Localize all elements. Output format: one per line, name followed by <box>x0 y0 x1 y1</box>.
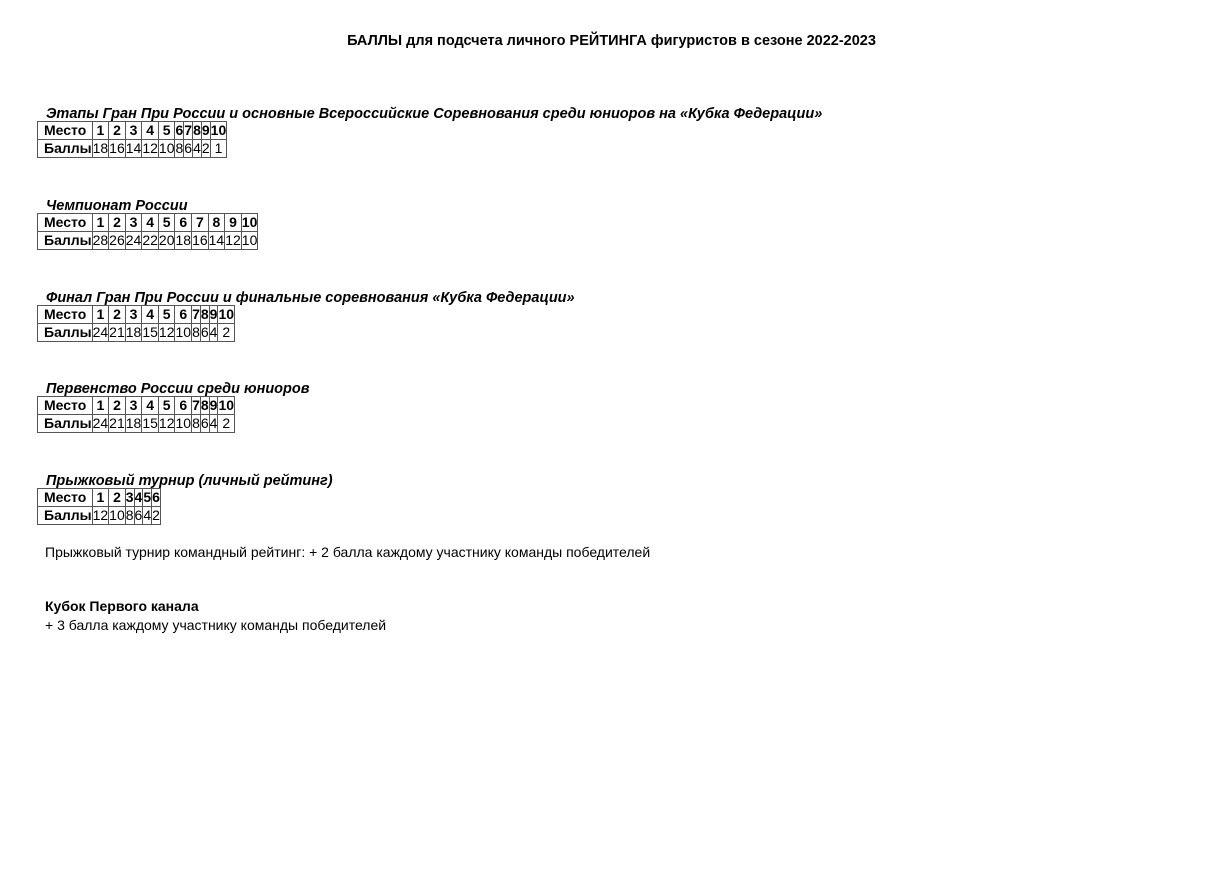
place-cell: 1 <box>92 306 109 324</box>
place-cell: 7 <box>184 122 193 138</box>
place-cell: 2 <box>109 397 126 415</box>
points-cell: 12 <box>225 232 241 248</box>
place-cell: 4 <box>142 214 159 232</box>
points-cell: 21 <box>109 324 125 340</box>
points-cell: 2 <box>218 415 235 433</box>
points-row <box>38 507 161 525</box>
points-cell: 14 <box>125 140 142 156</box>
points-cell: 18 <box>125 415 142 431</box>
points-cell: 16 <box>192 232 208 248</box>
place-row <box>38 122 227 140</box>
points-cell: 6 <box>184 140 193 156</box>
points-row <box>38 415 235 433</box>
points-cell: 12 <box>158 415 175 431</box>
place-cell: 6 <box>175 397 192 415</box>
points-row <box>38 324 235 342</box>
points-cell: 28 <box>92 232 109 248</box>
place-row <box>38 306 235 324</box>
place-cell: 6 <box>175 306 192 324</box>
points-cell: 8 <box>125 507 134 523</box>
place-cell: 5 <box>158 214 175 232</box>
place-cell: 4 <box>142 306 159 324</box>
row-label: Место <box>38 306 93 324</box>
points-cell: 4 <box>193 140 201 156</box>
place-cell: 6 <box>175 214 192 232</box>
row-label: Баллы <box>38 324 93 342</box>
place-cell: 1 <box>92 489 109 507</box>
points-cell: 24 <box>125 232 142 248</box>
place-cell: 6 <box>175 122 184 138</box>
place-cell: 2 <box>109 122 126 140</box>
place-row <box>38 397 235 415</box>
place-cell: 4 <box>142 122 159 140</box>
points-cell: 10 <box>241 232 258 248</box>
place-cell: 7 <box>192 397 200 413</box>
place-cell: 4 <box>142 397 159 415</box>
points-cell: 4 <box>209 415 218 431</box>
points-cell: 22 <box>142 232 158 248</box>
points-row <box>38 140 227 158</box>
points-cell: 21 <box>109 415 125 431</box>
place-cell: 7 <box>192 306 200 322</box>
row-label: Баллы <box>38 507 93 525</box>
channel-one-note: + 3 балла каждому участнику команды победителей <box>45 617 387 633</box>
place-cell: 5 <box>158 122 175 140</box>
place-cell: 8 <box>208 214 225 232</box>
place-cell: 3 <box>125 489 134 505</box>
place-cell: 2 <box>109 214 126 232</box>
place-cell: 10 <box>218 397 235 413</box>
points-cell: 2 <box>218 324 235 342</box>
points-cell: 6 <box>200 324 209 340</box>
points-cell: 4 <box>143 507 152 523</box>
row-label: Место <box>38 397 93 415</box>
points-cell: 8 <box>175 140 184 156</box>
points-cell: 8 <box>192 324 200 340</box>
place-cell: 4 <box>134 489 143 505</box>
points-cell: 10 <box>158 140 175 156</box>
points-cell: 10 <box>109 507 125 523</box>
row-label: Баллы <box>38 140 93 158</box>
place-cell: 1 <box>92 214 109 232</box>
points-cell: 18 <box>92 140 109 156</box>
place-cell: 8 <box>200 306 209 322</box>
points-cell: 6 <box>200 415 209 431</box>
jump-team-note: Прыжковый турнир командный рейтинг: + 2 балла каждому участнику команды победителей <box>45 544 651 560</box>
row-label: Место <box>38 122 93 140</box>
points-table <box>37 305 235 342</box>
points-cell: 10 <box>175 415 192 431</box>
points-cell: 8 <box>192 415 200 431</box>
place-cell: 5 <box>158 397 175 415</box>
points-cell: 4 <box>209 324 218 340</box>
place-cell: 10 <box>218 306 235 322</box>
section-heading: Прыжковый турнир (личный рейтинг) <box>46 473 333 489</box>
place-cell: 2 <box>109 306 126 324</box>
place-cell: 3 <box>125 214 142 232</box>
place-cell: 3 <box>125 122 142 140</box>
points-cell: 15 <box>142 324 158 340</box>
points-cell: 15 <box>142 415 158 431</box>
document-title: БАЛЛЫ для подсчета личного РЕЙТИНГА фигуристов в сезоне 2022-2023 <box>347 33 876 49</box>
section-heading: Этапы Гран При России и основные Всероссийские Соревнования среди юниоров на «Кубка Федерации» <box>46 106 823 122</box>
points-table <box>37 213 258 250</box>
place-cell: 10 <box>241 214 258 230</box>
channel-one-heading: Кубок Первого канала <box>45 598 199 614</box>
points-cell: 2 <box>152 507 160 523</box>
place-cell: 9 <box>201 122 210 138</box>
points-cell: 1 <box>210 140 227 158</box>
section-heading: Финал Гран При России и финальные соревнования «Кубка Федерации» <box>46 290 575 306</box>
points-row <box>38 232 258 250</box>
place-cell: 3 <box>125 306 142 324</box>
place-row <box>38 214 258 232</box>
section-heading: Первенство России среди юниоров <box>46 381 310 397</box>
points-cell: 18 <box>125 324 142 340</box>
place-cell: 5 <box>143 489 152 505</box>
row-label: Баллы <box>38 232 93 250</box>
points-cell: 12 <box>158 324 175 340</box>
points-cell: 12 <box>92 507 109 523</box>
place-cell: 8 <box>200 397 209 413</box>
place-cell: 9 <box>209 306 218 322</box>
place-cell: 10 <box>210 122 227 138</box>
place-cell: 1 <box>92 397 109 415</box>
points-table <box>37 121 227 158</box>
points-cell: 16 <box>109 140 125 156</box>
points-cell: 14 <box>208 232 225 248</box>
place-row <box>38 489 161 507</box>
points-cell: 18 <box>175 232 192 248</box>
place-cell: 1 <box>92 122 109 140</box>
row-label: Баллы <box>38 415 93 433</box>
place-cell: 3 <box>125 397 142 415</box>
row-label: Место <box>38 489 93 507</box>
row-label: Место <box>38 214 93 232</box>
place-cell: 6 <box>152 489 160 505</box>
points-cell: 20 <box>158 232 175 248</box>
place-cell: 9 <box>225 214 242 232</box>
place-cell: 2 <box>109 489 126 507</box>
points-cell: 24 <box>92 415 109 431</box>
points-cell: 26 <box>109 232 125 248</box>
place-cell: 7 <box>192 214 209 232</box>
points-cell: 6 <box>134 507 143 523</box>
points-table <box>37 396 235 433</box>
points-cell: 10 <box>175 324 192 340</box>
points-cell: 12 <box>142 140 158 156</box>
points-table <box>37 488 161 525</box>
points-cell: 2 <box>201 140 210 156</box>
place-cell: 5 <box>158 306 175 324</box>
section-heading: Чемпионат России <box>46 198 188 214</box>
place-cell: 9 <box>209 397 218 413</box>
points-cell: 24 <box>92 324 109 340</box>
place-cell: 8 <box>193 122 201 138</box>
